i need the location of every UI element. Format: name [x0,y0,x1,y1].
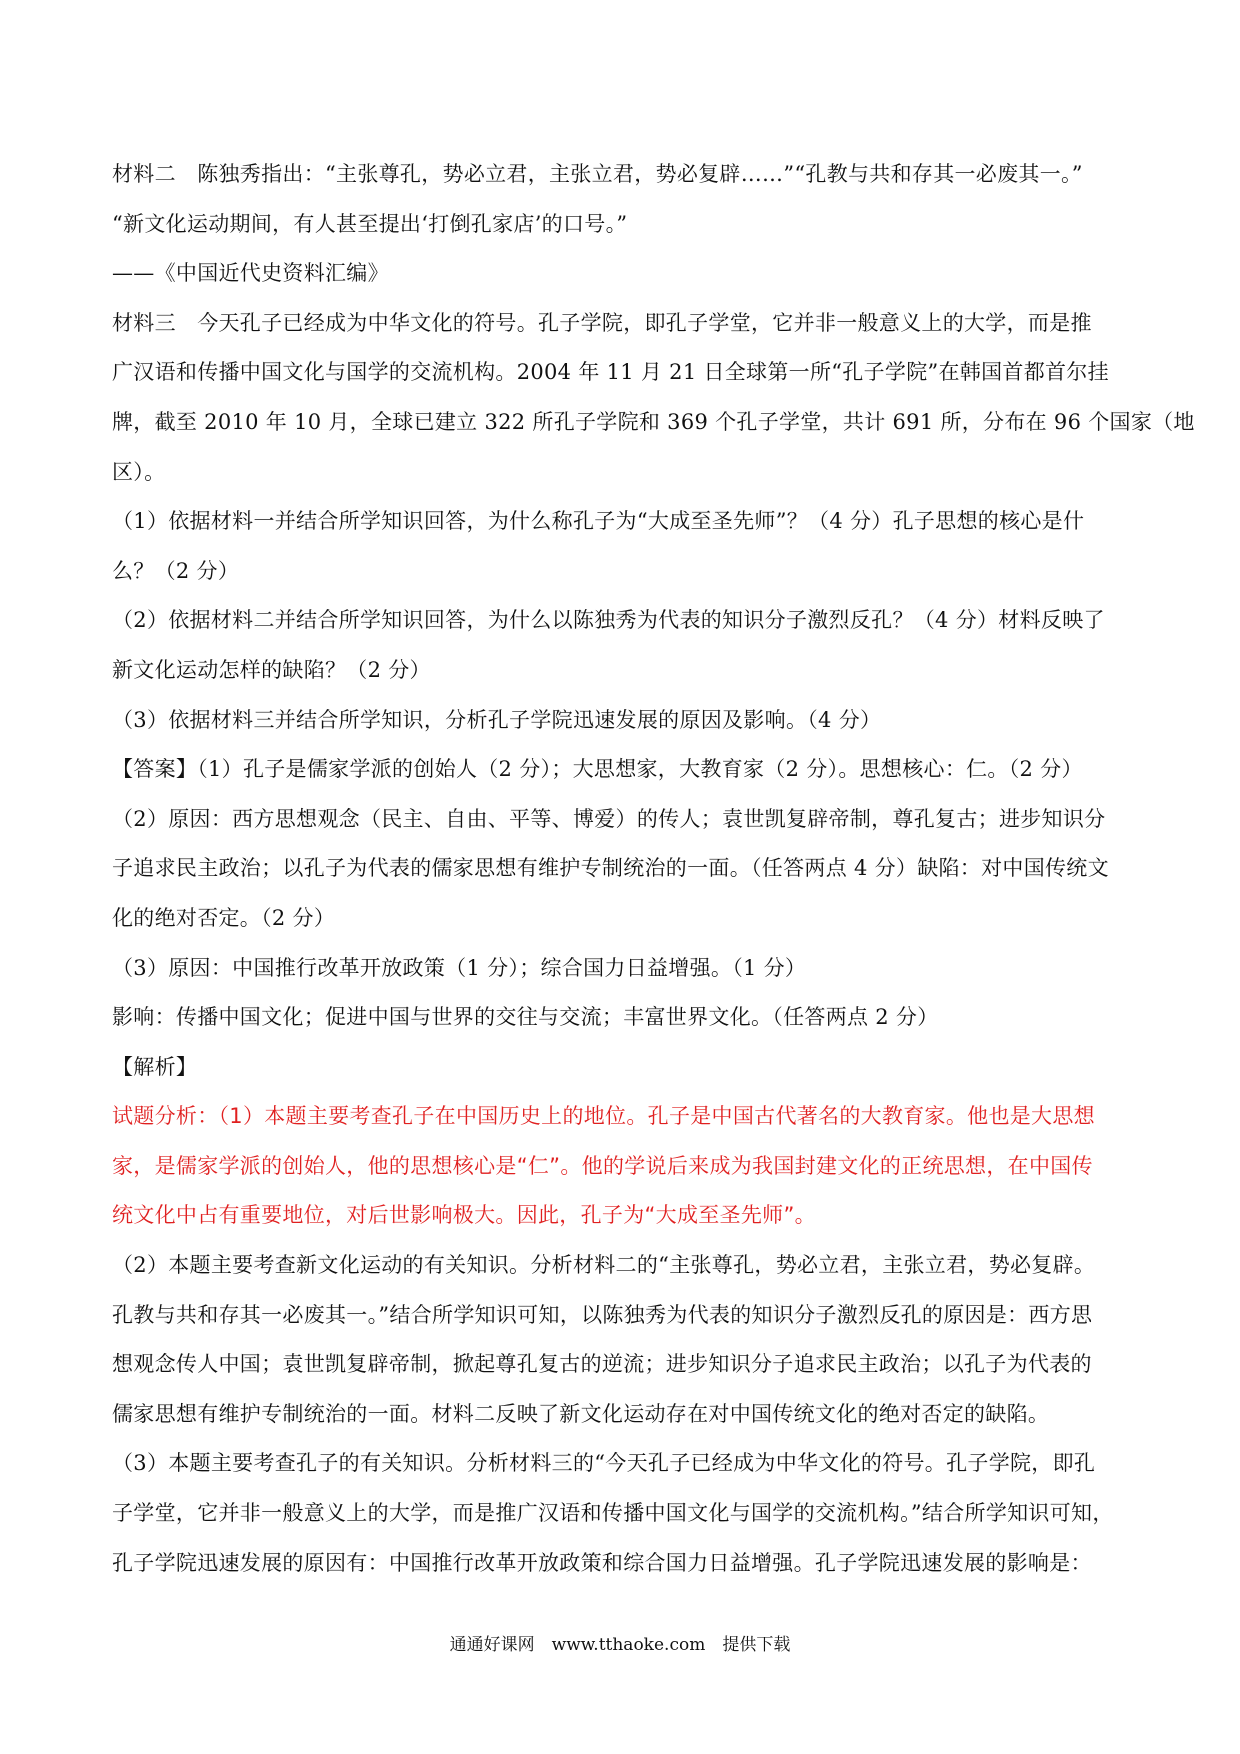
question-3-line-1: （3）依据材料三并结合所学知识，分析孔子学院迅速发展的原因及影响。（4 分） [112,707,882,732]
page-content [112,150,1195,1588]
analysis-2-line-3: 想观念传人中国；袁世凯复辟帝制，掀起尊孔复古的逆流；进步知识分子追求民主政治；以孔子为代表的 [112,1352,1092,1377]
answer-2-line-3: 化的绝对否定。（2 分） [112,905,336,930]
analysis-3-line-2: 子学堂，它并非一般意义上的大学，而是推广汉语和传播中国文化与国学的交流机构。”结合所学知识可知， [112,1501,1114,1526]
material-three-line-3: 牌，截至 2010 年 10 月，全球已建立 322 所孔子学院和 369 个孔子学堂，共计 691 所，分布在 96 个国家（地 [112,409,1195,434]
material-two-line-2: “新文化运动期间，有人甚至提出‘打倒孔家店’的口号。” [112,211,628,236]
analysis-2-line-2: 孔教与共和存其一必废其一。”结合所学知识可知，以陈独秀为代表的知识分子激烈反孔的原因是：西方思 [112,1302,1093,1327]
material-three-line-4: 区）。 [112,459,166,484]
analysis-1-line-1: 试题分析：（1）本题主要考查孔子在中国历史上的地位。孔子是中国古代著名的大教育家。他也是大思想 [112,1104,1095,1129]
material-two-source: ——《中国近代史资料汇编》 [112,261,389,286]
analysis-1-line-3: 统文化中占有重要地位，对后世影响极大。因此，孔子为“大成至圣先师”。 [112,1203,816,1228]
answer-2-line-1: （2）原因：西方思想观念（民主、自由、平等、博爱）的传人；袁世凯复辟帝制，尊孔复古；进步知识分 [112,806,1106,831]
material-two-line-1: 材料二 陈独秀指出：“主张尊孔，势必立君，主张立君，势必复辟……”“孔教与共和存其一必废其一。” [112,162,1083,186]
analysis-1-line-2: 家，是儒家学派的创始人，他的思想核心是“仁”。他的学说后来成为我国封建文化的正统思想，在中国传 [112,1153,1093,1178]
question-2-line-2: 新文化运动怎样的缺陷？（2 分） [112,657,431,682]
answer-1-line: 【答案】（1）孔子是儒家学派的创始人（2 分）；大思想家，大教育家（2 分）。思想核心：仁。（2 分） [112,757,1083,782]
analysis-3-line-3: 孔子学院迅速发展的原因有：中国推行改革开放政策和综合国力日益增强。孔子学院迅速发展的影响是： [112,1550,1092,1575]
question-1-line-1: （1）依据材料一并结合所学知识回答，为什么称孔子为“大成至圣先师”？（4 分）孔子思想的核心是什 [112,509,1085,534]
answer-2-line-2: 子追求民主政治；以孔子为代表的儒家思想有维护专制统治的一面。（任答两点 4 分）缺陷：对中国传统文 [112,856,1109,881]
question-2-line-1: （2）依据材料二并结合所学知识回答，为什么以陈独秀为代表的知识分子激烈反孔？（4 分）材料反映了 [112,608,1105,633]
analysis-3-line-1: （3）本题主要考查孔子的有关知识。分析材料三的“今天孔子已经成为中华文化的符号。孔子学院，即孔 [112,1451,1096,1476]
page-footer: 通通好课网 www.tthaoke.com 提供下载 [449,1635,791,1655]
material-three-line-2: 广汉语和传播中国文化与国学的交流机构。2004 年 11 月 21 日全球第一所“孔子学院”在韩国首都首尔挂 [112,360,1109,385]
analysis-heading: 【解析】 [112,1054,198,1079]
answer-3-line-1: （3）原因：中国推行改革开放政策（1 分）；综合国力日益增强。（1 分） [112,955,807,980]
analysis-2-line-1: （2）本题主要考查新文化运动的有关知识。分析材料二的“主张尊孔，势必立君，主张立君，势必复辟。 [112,1253,1096,1278]
question-1-line-2: 么？（2 分） [112,558,240,583]
answer-3-line-2: 影响：传播中国文化；促进中国与世界的交往与交流；丰富世界文化。（任答两点 2 分） [112,1005,939,1030]
analysis-2-line-4: 儒家思想有维护专制统治的一面。材料二反映了新文化运动存在对中国传统文化的绝对否定的缺陷。 [112,1401,1050,1426]
material-three-line-1: 材料三 今天孔子已经成为中华文化的符号。孔子学院，即孔子学堂，它并非一般意义上的大学，而是推 [112,310,1092,335]
